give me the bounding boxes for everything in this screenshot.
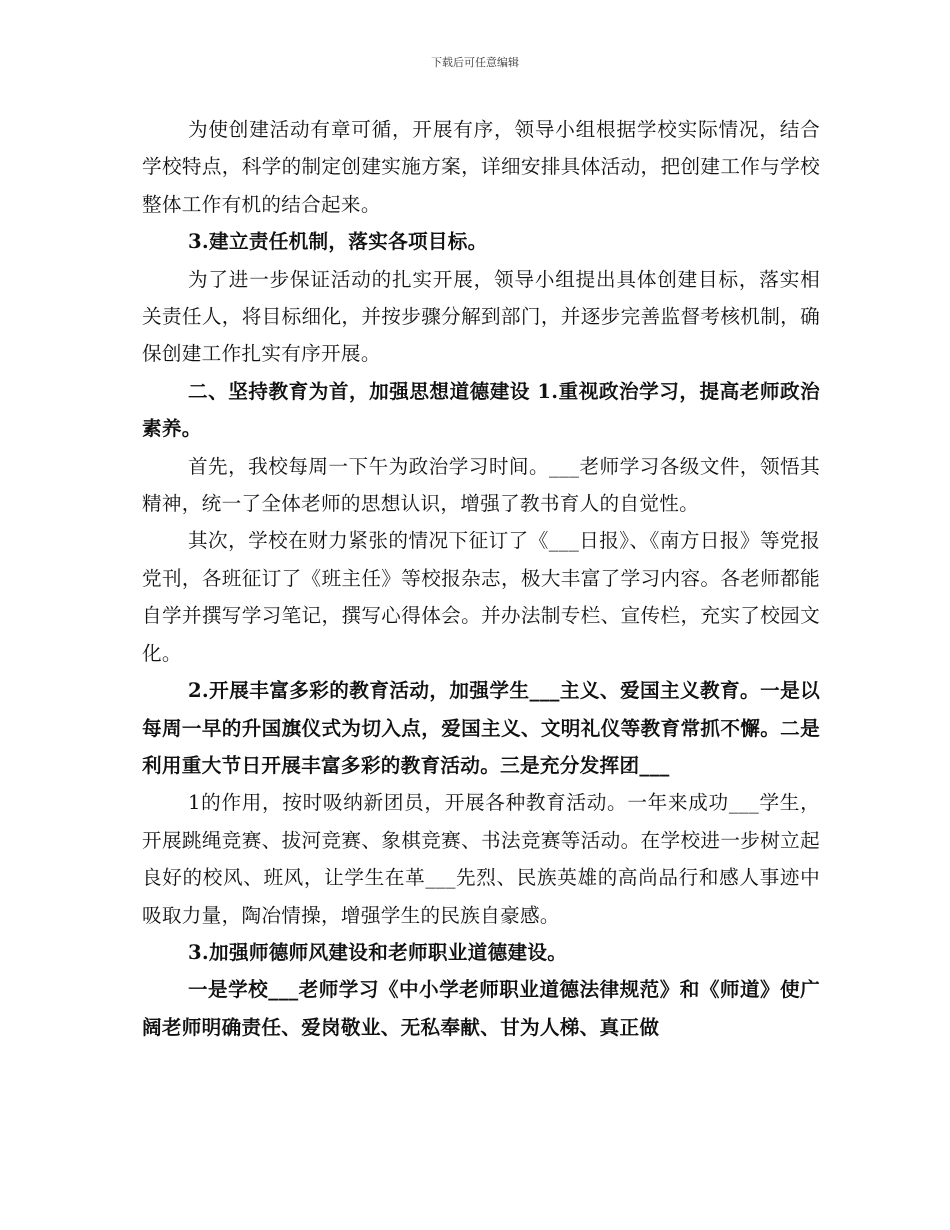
paragraph-6: 一是学校___老师学习《中小学老师职业道德法律规范》和《师道》使广阔老师明确责任、爱岗敬业、无私奉献、甘为人梯、真正做 [142,978,820,1039]
section-heading-2: 二、坚持教育为首，加强思想道德建设 1.重视政治学习，提高老师政治素养。 [142,379,820,441]
paragraph-1: 为使创建活动有章可循，开展有序，领导小组根据学校实际情况，结合学校特点，科学的制定创建实施方案，详细安排具体活动，把创建工作与学校整体工作有机的结合起来。 [142,118,820,216]
paragraph-2: 为了进一步保证活动的扎实开展，领导小组提出具体创建目标，落实相关责任人，将目标细化，并按步骤分解到部门，并逐步完善监督考核机制，确保创建工作扎实有序开展。 [142,267,820,366]
paragraph-4: 其次，学校在财力紧张的情况下征订了《___日报》、《南方日报》等党报党刊，各班征订了《班主任》等校报杂志，极大丰富了学习内容。各老师都能自学并撰写学习笔记，撰写心得体会。并办法制专栏、宣传栏，充实了校园文化。 [142,529,820,665]
page-header: 下载后可任意编辑 [431,56,519,69]
paragraph-5: 1的作用，按时吸纳新团员，开展各种教育活动。一年来成功___学生，开展跳绳竞赛、拔河竞赛、象棋竞赛、书法竞赛等活动。在学校进一步树立起良好的校风、班风，让学生在革___先烈、民族英雄的高尚品行和感人事迹中吸取力量，陶冶情操，增强学生的民族自豪感。 [142,791,820,927]
section-heading-1-3: 3.建立责任机制，落实各项目标。 [188,230,488,254]
section-heading-2-2: 2.开展丰富多彩的教育活动，加强学生___主义、爱国主义教育。一是以每周一早的升国旗仪式为切入点，爱国主义、文明礼仪等教育常抓不懈。二是利用重大节日开展丰富多彩的教育活动。三是充分发挥团___ [142,679,820,777]
document-body [142,111,820,1046]
paragraph-3: 首先，我校每周一下午为政治学习时间。___老师学习各级文件，领悟其精神，统一了全体老师的思想认识，增强了教书育人的自觉性。 [142,454,820,516]
section-heading-2-3: 3.加强师德师风建设和老师职业道德建设。 [188,940,568,964]
